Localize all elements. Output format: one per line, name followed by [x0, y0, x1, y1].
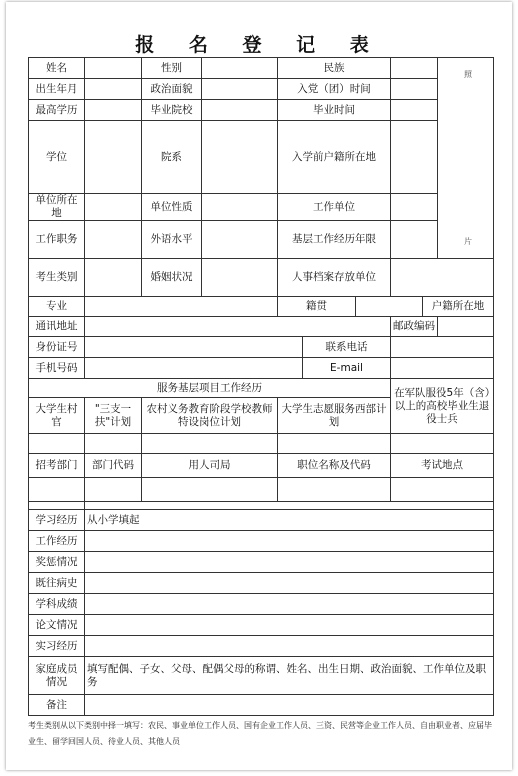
hiring-bureau-field[interactable] — [142, 478, 278, 502]
marital-field[interactable] — [202, 259, 278, 297]
papers-label: 论文情况 — [29, 615, 85, 636]
email-label: E-mail — [303, 358, 391, 379]
phone-label: 联系电话 — [303, 337, 391, 358]
unit-location-label: 单位所在地 — [29, 194, 85, 221]
name-field[interactable] — [85, 58, 142, 79]
degree-field[interactable] — [85, 121, 142, 194]
medical-history-field[interactable] — [85, 573, 494, 594]
ethnicity-field[interactable] — [391, 58, 438, 79]
grad-time-field[interactable] — [391, 100, 438, 121]
hukou-location-label: 户籍所在地 — [423, 297, 494, 317]
unit-nature-label: 单位性质 — [142, 194, 202, 221]
gender-label: 性别 — [142, 58, 202, 79]
party-join-label: 入党（团）时间 — [278, 79, 391, 100]
postcode-field[interactable] — [438, 317, 494, 337]
politics-label: 政治面貌 — [142, 79, 202, 100]
study-history-label: 学习经历 — [29, 510, 85, 531]
major-label: 专业 — [29, 297, 85, 317]
photo-label-top: 照 — [464, 70, 473, 79]
papers-field[interactable] — [85, 615, 494, 636]
school-field[interactable] — [202, 100, 278, 121]
awards-label: 奖惩情况 — [29, 552, 85, 573]
awards-field[interactable] — [85, 552, 494, 573]
foreign-lang-label: 外语水平 — [142, 221, 202, 259]
work-history-label: 工作经历 — [29, 531, 85, 552]
department-label: 院系 — [142, 121, 202, 194]
marital-label: 婚姻状况 — [142, 259, 202, 297]
rural-teacher-header: 农村义务教育阶段学校教师特设岗位计划 — [142, 398, 278, 434]
photo-box[interactable] — [438, 58, 494, 259]
mobile-field[interactable] — [85, 358, 303, 379]
archive-unit-field[interactable] — [391, 259, 494, 297]
sanzhi-header: "三支一扶"计划 — [85, 398, 142, 434]
village-official-field[interactable] — [29, 434, 85, 454]
native-place-field[interactable] — [356, 297, 423, 317]
spacer-cell — [85, 502, 494, 510]
gender-field[interactable] — [202, 58, 278, 79]
unit-nature-field[interactable] — [202, 194, 278, 221]
party-join-field[interactable] — [391, 79, 438, 100]
job-title-field[interactable] — [85, 221, 142, 259]
ethnicity-label: 民族 — [278, 58, 391, 79]
degree-label: 学位 — [29, 121, 85, 194]
veteran-field[interactable] — [391, 434, 494, 454]
family-label: 家庭成员情况 — [29, 657, 85, 695]
medical-history-label: 既往病史 — [29, 573, 85, 594]
politics-field[interactable] — [202, 79, 278, 100]
exam-site-header: 考试地点 — [391, 454, 494, 478]
candidate-type-field[interactable] — [85, 259, 142, 297]
position-code-field[interactable] — [278, 478, 391, 502]
page-title: 报 名 登 记 表 — [135, 34, 383, 56]
photo-label-bottom: 片 — [464, 237, 473, 246]
family-field[interactable]: 填写配偶、子女、父母、配偶父母的称谓、姓名、出生日期、政治面貌、工作单位及职务 — [85, 657, 494, 695]
mobile-label: 手机号码 — [29, 358, 85, 379]
birth-field[interactable] — [85, 79, 142, 100]
education-field[interactable] — [85, 100, 142, 121]
hiring-bureau-header: 用人司局 — [142, 454, 278, 478]
pre-hukou-label: 入学前户籍所在地 — [278, 121, 391, 194]
work-unit-label: 工作单位 — [278, 194, 391, 221]
study-history-field[interactable]: 从小学填起 — [85, 510, 494, 531]
id-number-field[interactable] — [85, 337, 303, 358]
unit-location-field[interactable] — [85, 194, 142, 221]
major-field[interactable] — [85, 297, 278, 317]
grades-label: 学科成绩 — [29, 594, 85, 615]
pre-hukou-field[interactable] — [391, 121, 438, 194]
service-experience-header: 服务基层项目工作经历 — [29, 379, 391, 398]
spacer-cell — [29, 502, 85, 510]
name-label: 姓名 — [29, 58, 85, 79]
id-number-label: 身份证号 — [29, 337, 85, 358]
work-unit-field[interactable] — [391, 194, 438, 221]
birth-label: 出生年月 — [29, 79, 85, 100]
grassroots-years-label: 基层工作经历年限 — [278, 221, 391, 259]
dept-code-header: 部门代码 — [85, 454, 142, 478]
position-code-header: 职位名称及代码 — [278, 454, 391, 478]
exam-site-field[interactable] — [391, 478, 494, 502]
village-official-header: 大学生村官 — [29, 398, 85, 434]
western-volunteer-header: 大学生志愿服务西部计划 — [278, 398, 391, 434]
remarks-field[interactable] — [85, 695, 494, 716]
exam-dept-field[interactable] — [29, 478, 85, 502]
candidate-type-label: 考生类别 — [29, 259, 85, 297]
phone-field[interactable] — [391, 337, 494, 358]
education-label: 最高学历 — [29, 100, 85, 121]
foreign-lang-field[interactable] — [202, 221, 278, 259]
remarks-label: 备注 — [29, 695, 85, 716]
department-field[interactable] — [202, 121, 278, 194]
email-field[interactable] — [391, 358, 494, 379]
job-title-label: 工作职务 — [29, 221, 85, 259]
exam-dept-header: 招考部门 — [29, 454, 85, 478]
address-label: 通讯地址 — [29, 317, 85, 337]
work-history-field[interactable] — [85, 531, 494, 552]
internship-field[interactable] — [85, 636, 494, 657]
native-place-label: 籍贯 — [278, 297, 356, 317]
archive-unit-label: 人事档案存放单位 — [278, 259, 391, 297]
registration-table — [28, 57, 494, 716]
postcode-label: 邮政编码 — [391, 317, 438, 337]
dept-code-field[interactable] — [85, 478, 142, 502]
address-field[interactable] — [85, 317, 391, 337]
grades-field[interactable] — [85, 594, 494, 615]
grassroots-years-field[interactable] — [391, 221, 438, 259]
internship-label: 实习经历 — [29, 636, 85, 657]
grad-time-label: 毕业时间 — [278, 100, 391, 121]
rural-teacher-field[interactable] — [142, 434, 278, 454]
western-volunteer-field[interactable] — [278, 434, 391, 454]
sanzhi-field[interactable] — [85, 434, 142, 454]
school-label: 毕业院校 — [142, 100, 202, 121]
form-page — [6, 2, 512, 770]
footnote: 考生类别从以下类别中择一填写：农民、事业单位工作人员、国有企业工作人员、三资、民营等企业工作人员、自由职业者、应届毕业生、留学回国人员、待业人员、其他人员 — [28, 721, 492, 746]
veteran-header: 在军队服役5年（含）以上的高校毕业生退役士兵 — [391, 379, 494, 434]
